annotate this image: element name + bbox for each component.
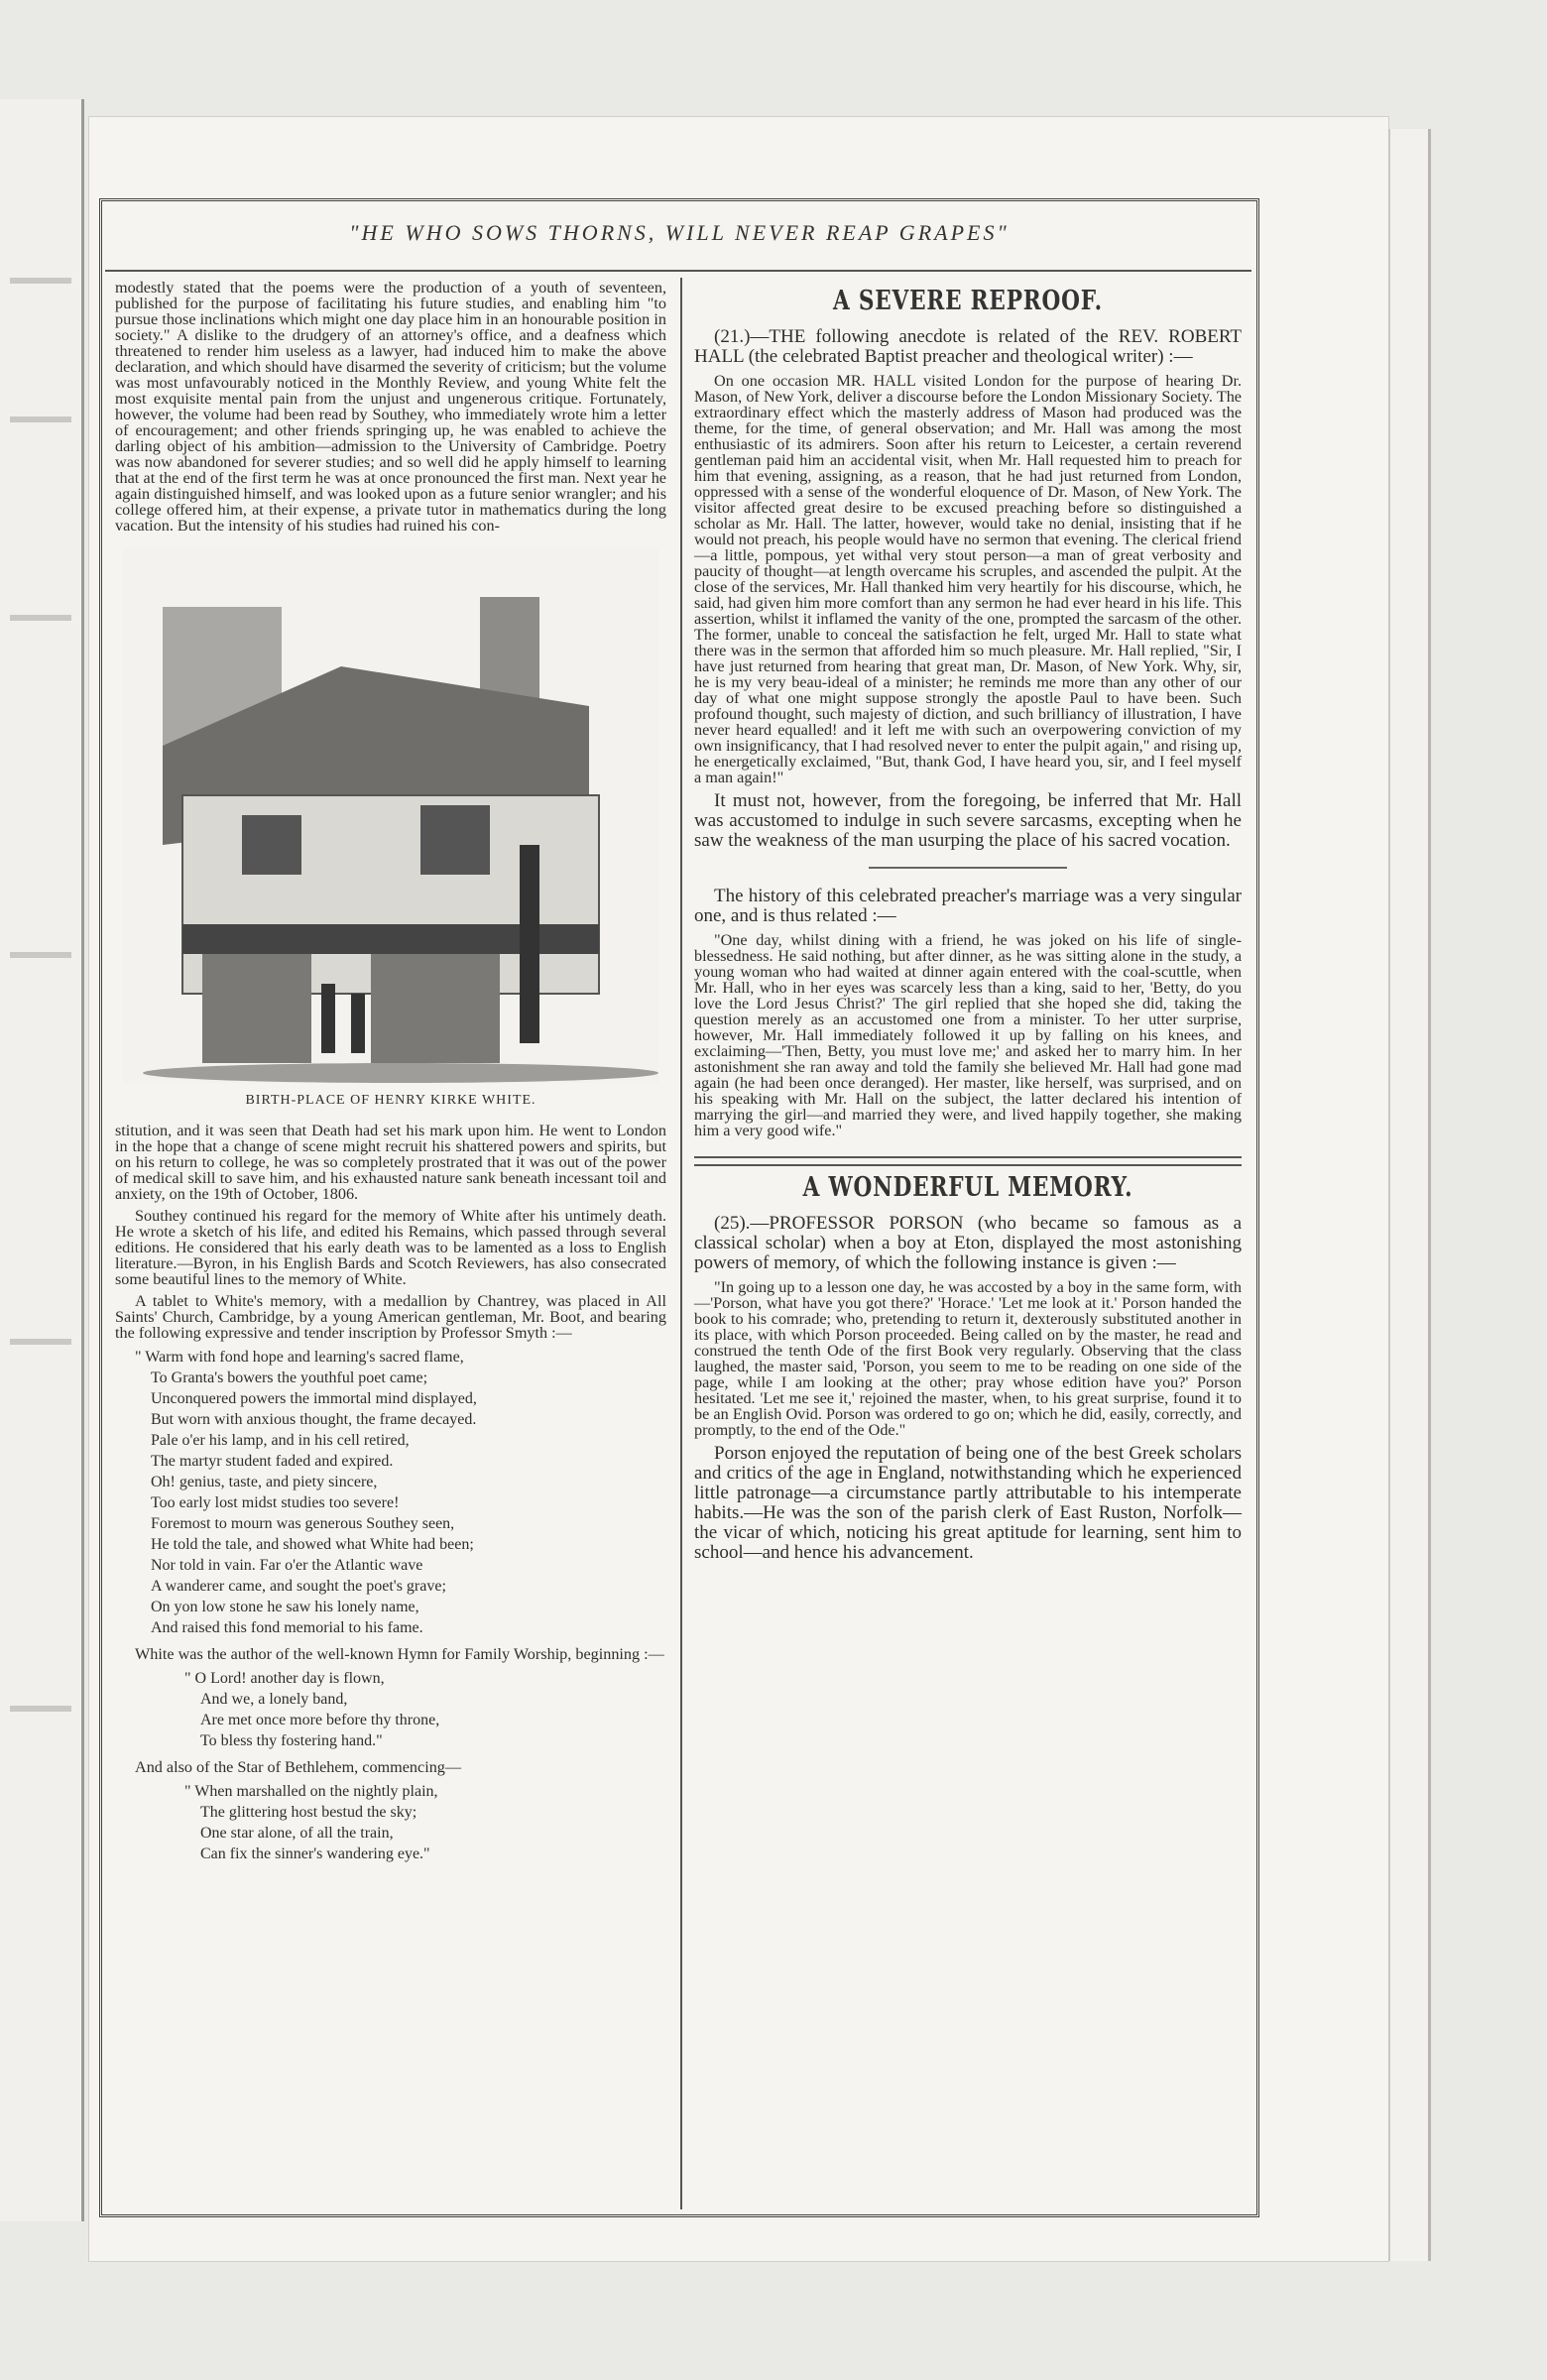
- lead-wonderful-memory: (25).—PROFESSOR PORSON (who became so famous as a classical scholar) when a boy at Eton, displayed the most astonishing powers of memory, of which the following instance is given :—: [694, 1213, 1242, 1273]
- intro-paragraph: modestly stated that the poems were the production of a youth of seventeen, published for the purpose of facilitating his future studies, and enabling him "to pursue those inclinations which might one day place him in an honourable position in society." A dislike to the drudgery of an attorney's office, and a deafness which threatened to render him useless as a lawyer, had induced him to make the above declaration, and which should have disarmed the severity of criticism; but the volume was most unfavourably noticed in the Monthly Review, and young White felt the most exquisite mental pain from the unjust and ungenerous critique. Fortunately, however, the volume had been read by Southey, who immediately wrote him a letter of encouragement; and other friends springing up, he was enabled to achieve the darling object of his ambition—admission to the University of Cambridge. Poetry was now abandoned for severer studies; and so well did he apply himself to learning that at the end of the first term he was at once pronounced the first man. Next year he again distinguished himself, and was looked upon as a future senior wrangler; and his college offered him, at their expense, a private tutor in mathematics during the long vacation. But the intensity of his studies had ruined his con-: [115, 279, 666, 535]
- section-title-severe-reproof: A SEVERE REPROOF.: [832, 286, 1104, 316]
- star-intro: And also of the Star of Bethlehem, commencing—: [135, 1758, 462, 1776]
- section-title-wonderful-memory: A WONDERFUL MEMORY.: [802, 1172, 1133, 1203]
- column-divider: [680, 278, 682, 2209]
- page-header: "HE WHO SOWS THORNS, WILL NEVER REAP GRAPES": [349, 220, 1010, 245]
- page-edge: [1388, 129, 1431, 2261]
- hymn-poem: " O Lord! another day is flown, And we, a lonely band, Are met once more before thy throne, To bless thy fostering hand.": [184, 1670, 440, 1749]
- marriage-intro: The history of this celebrated preacher's marriage was a very singular one, and is thus related :—: [694, 886, 1242, 926]
- southey-paragraph: Southey continued his regard for the memory of White after his untimely death. He wrote a sketch of his life, and edited his Remains, which passed through several editions. He considered that his early death was to be lamented as a loss to English literature.—Byron, in his English Bards and Scotch Reviewers, has also consecrated some beautiful lines to the memory of White.: [115, 1207, 666, 1288]
- moral-severe-reproof: It must not, however, from the foregoing, be inferred that Mr. Hall was accustomed to indulge in such severe sarcasms, excepting when he saw the weakness of the man usurping the place of his sacred vocation.: [694, 790, 1242, 851]
- double-rule: [694, 1156, 1242, 1166]
- left-column: [115, 280, 666, 1872]
- tablet-paragraph: A tablet to White's memory, with a medallion by Chantrey, was placed in All Saints' Church, Cambridge, by a young American gentleman, Mr. Boot, and bearing the following expressive and tender inscription by Professor Smyth :—: [115, 1292, 666, 1342]
- header-rule: [105, 270, 1251, 272]
- story-wonderful-memory: "In going up to a lesson one day, he was accosted by a boy in the same form, with—'Porson, what have you got there?' 'Horace.' 'Let me look at it.' Porson handed the book to his comrade; who, pretending to return it, dexterously substituted another in its place, with which Porson proceeded. Being called on by the master, he read and construed the tenth Ode of the first Book very regularly. Observing that the class laughed, the master said, 'Porson, you seem to me to be reading on one side of the page, while I am looking at the other; pray whose edition have you?' Porson hesitated. 'Let me see it,' rejoined the master, when, to his great surprise, found it to be an English Ovid. Porson was ordered to go on; which he did, easily, correctly, and promptly, to the end of the Ode.": [694, 1278, 1242, 1439]
- section-rule: [869, 867, 1067, 869]
- engraving-caption: BIRTH-PLACE OF HENRY KIRKE WHITE.: [245, 1093, 536, 1108]
- star-poem: " When marshalled on the nightly plain, The glittering host bestud the sky; One star alone, of all the train, Can fix the sinner's wandering eye.": [184, 1783, 438, 1862]
- lead-severe-reproof: (21.)—THE following anecdote is related of the REV. ROBERT HALL (the celebrated Baptist preacher and theological writer) :—: [694, 326, 1242, 367]
- conclusion-wonderful-memory: Porson enjoyed the reputation of being one of the best Greek scholars and critics of the age in England, notwithstanding which he experienced little patronage—a circumstance partly attributable to his intemperate habits.—He was the son of the parish clerk of East Ruston, Norfolk—the vicar of which, noticing his great aptitude for learning, sent him to school—and hence his advancement.: [694, 1443, 1242, 1563]
- adjacent-page-edge: [0, 99, 84, 2221]
- birthplace-engraving: [123, 547, 658, 1083]
- after-image-paragraph: stitution, and it was seen that Death had set his mark upon him. He went to London in the hope that a change of scene might recruit his shattered powers and spirits, but on his return to college, he was so completely prostrated that it was out of the power of medical skill to save him, and his exhausted nature sank beneath incessant toil and anxiety, on the 19th of October, 1806.: [115, 1122, 666, 1203]
- right-column: [694, 280, 1242, 1569]
- inscription-poem: " Warm with fond hope and learning's sacred flame, To Granta's bowers the youthful poet came; Unconquered powers the immortal mind displayed, But worn with anxious thought, the frame decayed. Pale o'er his lamp, and in his cell retired, The martyr student faded and expired. Oh! genius, taste, and piety sincere, Too early lost midst studies too severe! Foremost to mourn was generous Southey seen, He told the tale, and showed what White had been; Nor told in vain. Far o'er the Atlantic wave A wanderer came, and sought the poet's grave; On yon low stone he saw his lonely name, And raised this fond memorial to his fame.: [135, 1349, 477, 1636]
- story-severe-reproof: On one occasion MR. HALL visited London for the purpose of hearing Dr. Mason, of New York, deliver a discourse before the London Missionary Society. The extraordinary effect which the masterly address of Mason had produced was the theme, for the time, of general observation; and Mr. Hall was among the most enthusiastic of its admirers. Soon after his return to Leicester, a certain reverend gentleman paid him an accidental visit, when Mr. Hall requested him to preach for him that evening, assigning, as a reason, that he had just returned from London, oppressed with a sense of the wonderful eloquence of Dr. Mason, of New York. The visitor affected great desire to be excused preaching before so distinguished a scholar as Mr. Hall. The latter, however, would take no denial, insisting that if he would not preach, his people would have no sermon that evening. The clerical friend—a little, pompous, yet withal very stout person—a man of great verbosity and paucity of thought—at length overcame his scruples, and ascended the pulpit. At the close of the services, Mr. Hall thanked him very heartily for his discourse, which, he said, had given him more comfort than any sermon he had ever heard in his life. This assertion, whilst it inflamed the vanity of the one, prompted the sarcasm of the other. The former, unable to conceal the satisfaction he felt, urged Mr. Hall to state what there was in the sermon that afforded him so much pleasure. Mr. Hall replied, "Sir, I have just returned from hearing that great man, Dr. Mason, of New York. Why, sir, he is my very beau-ideal of a minister; he reminds me more than any other of our day of what one might suppose strongly the apostle Paul to have been. Such profound thought, such majesty of diction, and such brilliancy of illustration, I have never heard equalled! and it left me with such an overpowering conviction of my own insignificancy, that I had resolved never to enter the pulpit again," and rising up, he energetically exclaimed, "But, thank God, I have heard you, sir, and I feel myself a man again!": [694, 372, 1242, 786]
- marriage-story: "One day, whilst dining with a friend, he was joked on his life of single-blessedness. He said nothing, but after dinner, as he was sitting alone in the study, a young woman who had waited at dinner again entered with the coal-scuttle, when Mr. Hall, who in her eyes was scarcely less than a king, said to her, 'Betty, do you love the Lord Jesus Christ?' The girl replied that she hoped she did, taking the question merely as an accustomed one from a minister. To her utter surprise, however, Mr. Hall immediately followed it up by falling on his knees, and exclaiming—'Then, Betty, you must love me;' and asked her to marry him. In her astonishment she ran away and told the family she believed Mr. Hall had gone mad again (he had been once deranged). Her master, like herself, was surprised, and on his speaking with Mr. Hall on the subject, the latter declared his intention of marrying the girl—and married they were, and lived happily together, she making him a very good wife.": [694, 931, 1242, 1139]
- hymn-intro: White was the author of the well-known Hymn for Family Worship, beginning :—: [135, 1645, 664, 1663]
